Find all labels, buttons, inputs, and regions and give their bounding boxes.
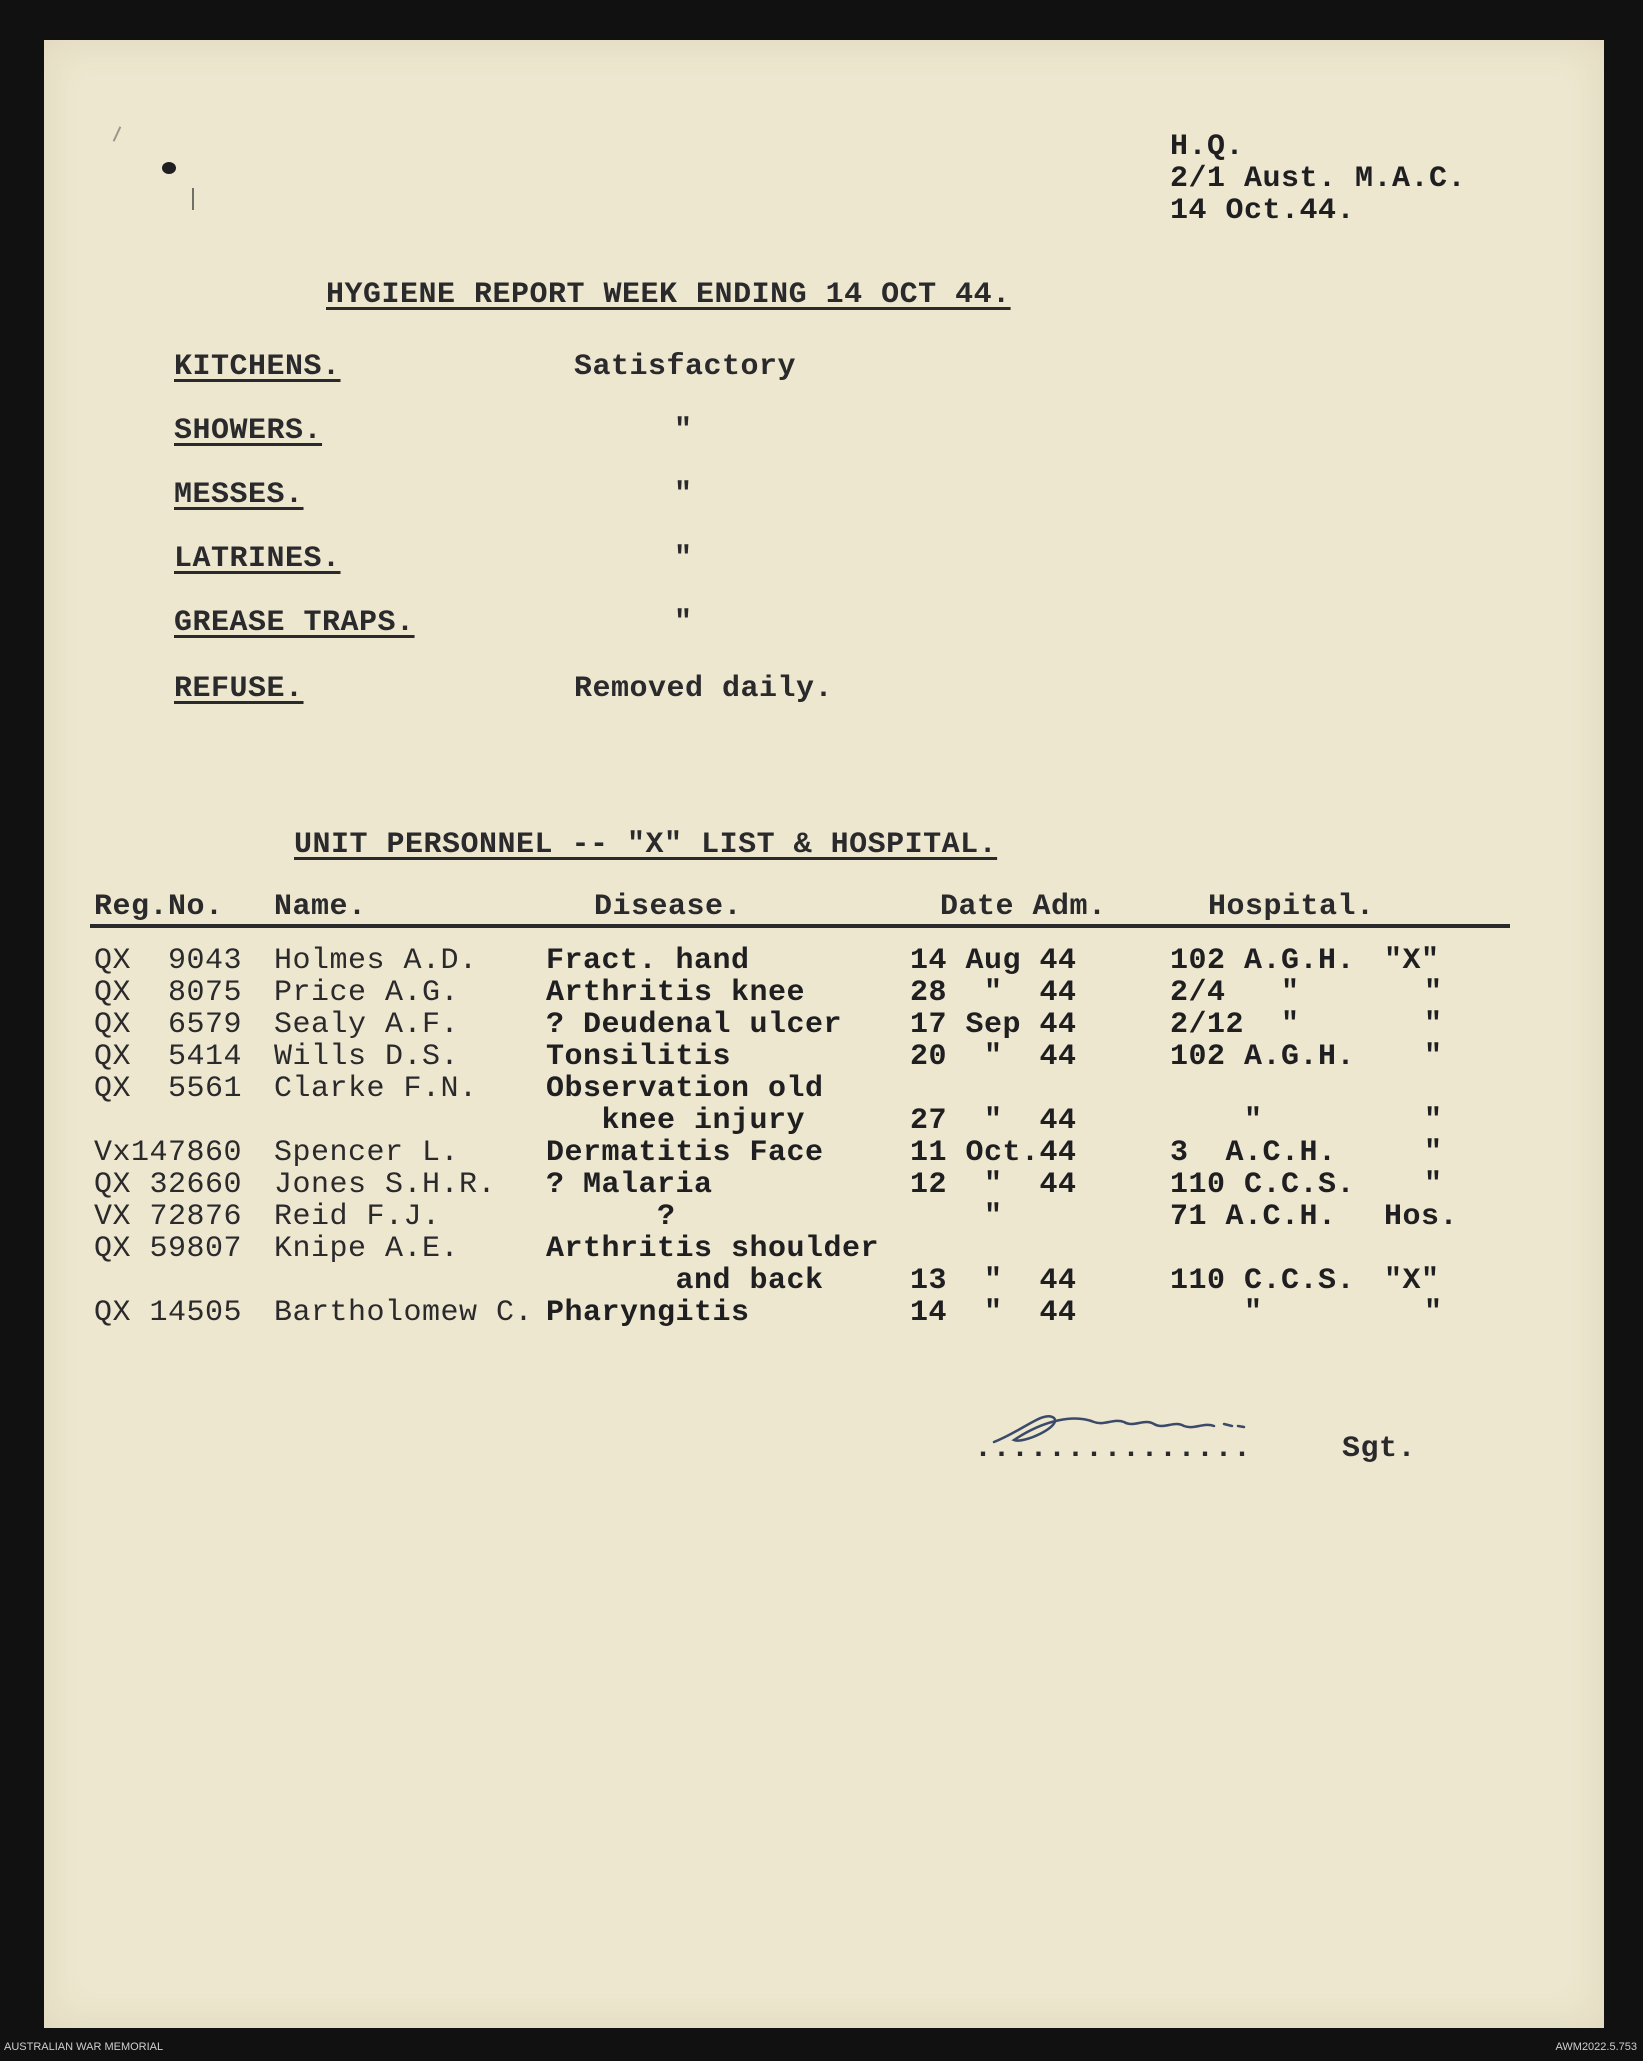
row-reg: QX 5414 (94, 1040, 243, 1074)
row-hospital: 3 A.C.H. (1170, 1136, 1337, 1170)
row-x-status: " (1424, 1008, 1443, 1042)
signature-dots: ............... (974, 1432, 1252, 1466)
showers-label: SHOWERS. (174, 414, 323, 448)
row-reg: QX 9043 (94, 944, 243, 978)
row-reg: VX 72876 (94, 1200, 243, 1234)
row-hospital: " (1170, 1104, 1263, 1138)
row-disease: Dermatitis Face (546, 1136, 824, 1170)
personnel-subtitle: UNIT PERSONNEL -- "X" LIST & HOSPITAL. (294, 828, 998, 862)
row-hospital: 71 A.C.H. (1170, 1200, 1337, 1234)
header-name: Name. (274, 890, 367, 924)
footer-institution: AUSTRALIAN WAR MEMORIAL (4, 2041, 164, 2053)
row-name: Knipe A.E. (274, 1232, 460, 1266)
row-date: 27 " 44 (910, 1104, 1077, 1138)
row-hospital: 110 C.C.S. (1170, 1168, 1356, 1202)
row-x-status: " (1424, 1168, 1443, 1202)
header-line-1: H.Q. (1170, 130, 1245, 164)
document-page (44, 40, 1604, 2028)
showers-value: " (674, 414, 693, 448)
row-reg: QX 14505 (94, 1296, 243, 1330)
row-date: 14 " 44 (910, 1296, 1077, 1330)
row-name: Sealy A.F. (274, 1008, 460, 1042)
row-disease: ? Malaria (546, 1168, 713, 1202)
row-x-status: " (1424, 1104, 1443, 1138)
row-x-status: "X" (1384, 1264, 1440, 1298)
header-hospital: Hospital. (1208, 890, 1375, 924)
row-date: 28 " 44 (910, 976, 1077, 1010)
row-name: Price A.G. (274, 976, 460, 1010)
header-rule (90, 924, 1510, 928)
kitchens-value: Satisfactory (574, 350, 797, 384)
header-line-3: 14 Oct.44. (1170, 194, 1356, 228)
row-date: 20 " 44 (910, 1040, 1077, 1074)
report-title: HYGIENE REPORT WEEK ENDING 14 OCT 44. (326, 278, 1011, 312)
row-date: 13 " 44 (910, 1264, 1077, 1298)
row-disease: Tonsilitis (546, 1040, 732, 1074)
row-x-status: " (1424, 1040, 1443, 1074)
row-disease: Arthritis knee (546, 976, 806, 1010)
row-hospital: 110 C.C.S. (1170, 1264, 1356, 1298)
row-disease: and back (546, 1264, 824, 1298)
kitchens-label: KITCHENS. (174, 350, 341, 384)
row-date: 17 Sep 44 (910, 1008, 1077, 1042)
row-disease: Pharyngitis (546, 1296, 750, 1330)
row-reg: QX 5561 (94, 1072, 243, 1106)
refuse-value: Removed daily. (574, 672, 834, 706)
row-disease: ? (546, 1200, 676, 1234)
row-date: 14 Aug 44 (910, 944, 1077, 978)
header-reg-no: Reg.No. (94, 890, 224, 924)
ink-mark (162, 162, 176, 174)
row-name: Reid F.J. (274, 1200, 441, 1234)
row-name: Clarke F.N. (274, 1072, 478, 1106)
row-disease: knee injury (546, 1104, 806, 1138)
header-line-2: 2/1 Aust. M.A.C. (1170, 162, 1467, 196)
row-x-status: "X" (1384, 944, 1440, 978)
row-reg: QX 59807 (94, 1232, 243, 1266)
header-disease: Disease. (594, 890, 743, 924)
row-x-status: " (1424, 976, 1443, 1010)
row-hospital: 102 A.G.H. (1170, 944, 1356, 978)
row-x-status: " (1424, 1296, 1443, 1330)
row-name: Holmes A.D. (274, 944, 478, 978)
ink-tick-2 (113, 126, 122, 141)
row-hospital: 2/4 " (1170, 976, 1300, 1010)
row-disease: Observation old (546, 1072, 824, 1106)
refuse-label: REFUSE. (174, 672, 304, 706)
signature-rank: Sgt. (1342, 1432, 1417, 1466)
row-reg: QX 32660 (94, 1168, 243, 1202)
row-x-status: Hos. (1384, 1200, 1459, 1234)
row-date: 11 Oct.44 (910, 1136, 1077, 1170)
latrines-value: " (674, 542, 693, 576)
row-name: Spencer L. (274, 1136, 460, 1170)
row-hospital: 2/12 " (1170, 1008, 1300, 1042)
row-reg: QX 8075 (94, 976, 243, 1010)
row-reg: Vx147860 (94, 1136, 243, 1170)
row-reg: QX 6579 (94, 1008, 243, 1042)
row-hospital: 102 A.G.H. (1170, 1040, 1356, 1074)
row-date: 12 " 44 (910, 1168, 1077, 1202)
header-date-adm: Date Adm. (940, 890, 1107, 924)
row-disease: Arthritis shoulder (546, 1232, 880, 1266)
footer-accession-number: AWM2022.5.753 (1555, 2041, 1637, 2053)
latrines-label: LATRINES. (174, 542, 341, 576)
row-x-status: " (1424, 1136, 1443, 1170)
row-hospital: " (1170, 1296, 1263, 1330)
ink-tick (192, 188, 194, 210)
messes-value: " (674, 478, 693, 512)
row-disease: ? Deudenal ulcer (546, 1008, 843, 1042)
row-date: " (910, 1200, 1003, 1234)
row-name: Wills D.S. (274, 1040, 460, 1074)
row-disease: Fract. hand (546, 944, 750, 978)
row-name: Jones S.H.R. (274, 1168, 497, 1202)
messes-label: MESSES. (174, 478, 304, 512)
grease-traps-value: " (674, 606, 693, 640)
row-name: Bartholomew C. (274, 1296, 534, 1330)
grease-traps-label: GREASE TRAPS. (174, 606, 415, 640)
